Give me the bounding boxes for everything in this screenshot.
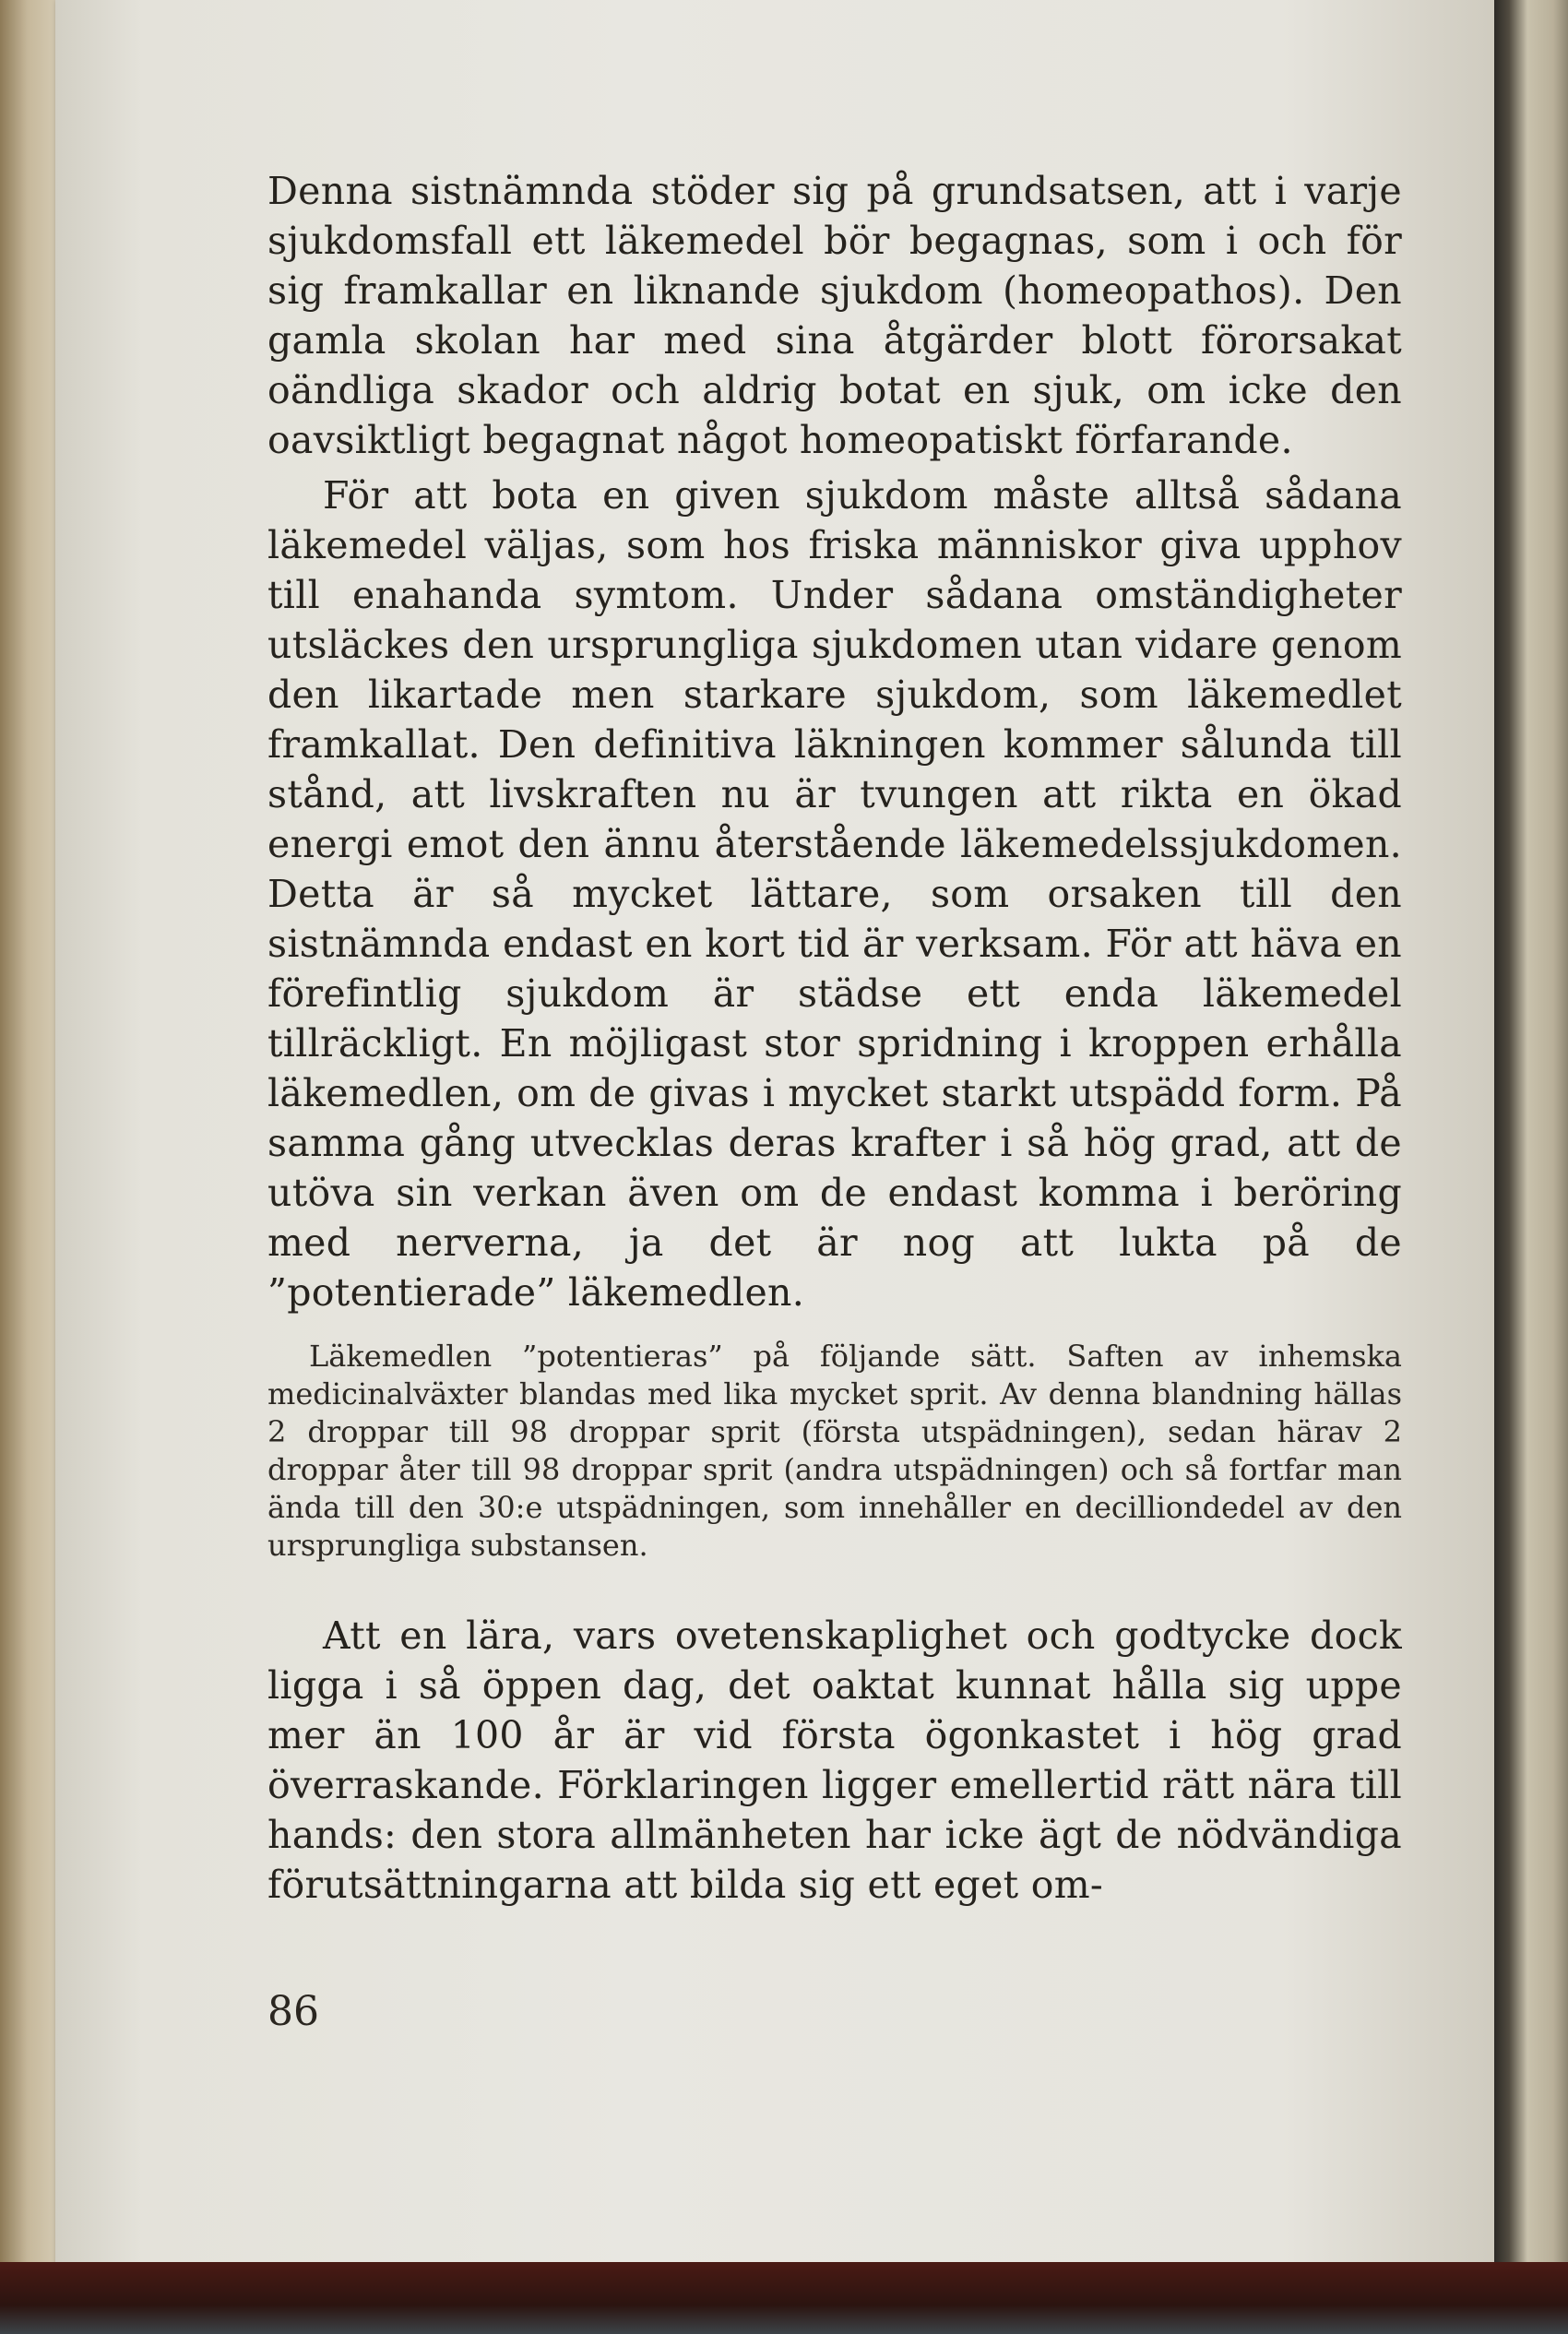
paragraph-closing: Att en lära, vars ovetenskaplighet och godtycke dock ligga i så öppen dag, det oaktat kunnat hålla sig uppe mer än 100 år är vid första ögonkastet i hög grad överraskande. Förklaringen ligger emellertid rätt nära till hands: den stora allmänheten har icke ägt de nödvändiga förutsättningarna att bilda sig ett eget om-	[267, 1614, 1402, 1907]
footnote-potentization: Läkemedlen ”potentieras” på följande sätt. Saften av inhemska medicinalväxter blandas med lika mycket sprit. Av denna blandning hällas 2 droppar till 98 droppar sprit (första utspädningen), sedan härav 2 droppar åter till 98 droppar sprit (andra utspädningen) och så fortfar man ända till den 30:e utspädningen, som innehåller en decilliondedel av den ursprungliga substansen.	[267, 1339, 1402, 1563]
book-binding-bottom	[0, 2262, 1568, 2334]
paragraph-treatment-method: För att bota en given sjukdom måste alltså sådana läkemedel väljas, som hos friska människor giva upphov till enahanda symtom. Under sådana omständigheter utsläckes den ursprungliga sjukdomen utan vidare genom den likartade men starkare sjukdom, som läkemedlet framkallat. Den definitiva läkningen kommer sålunda till stånd, att livskraften nu är tvungen att rikta en ökad energi emot den ännu återstående läkemedelssjukdomen. Detta är så mycket lättare, som orsaken till den sistnämnda endast en kort tid är verksam. För att häva en förefintlig sjukdom är städse ett enda läkemedel tillräckligt. En möjligast stor spridning i kroppen erhålla läkemedlen, om de givas i mycket starkt utspädd form. På samma gång utvecklas deras krafter i så hög grad, att de utöva sin verkan även om de endast komma i beröring med nerverna, ja det är nog att lukta på de ”potentierade” läkemedlen.	[267, 473, 1402, 1315]
book-edge-right	[1494, 0, 1568, 2279]
page-number: 86	[267, 1988, 319, 2035]
page-text-block	[267, 157, 1402, 1910]
paragraph-homeopathy-principle: Denna sistnämnda stöder sig på grundsatsen, att i varje sjukdomsfall ett läkemedel bör begagnas, som i och för sig framkallar en liknande sjukdom (homeopathos). Den gamla skolan har med sina åtgärder blott förorsakat oändliga skador och aldrig botat en sjuk, om icke den oavsiktligt begagnat något homeopatiskt förfarande.	[267, 169, 1402, 462]
